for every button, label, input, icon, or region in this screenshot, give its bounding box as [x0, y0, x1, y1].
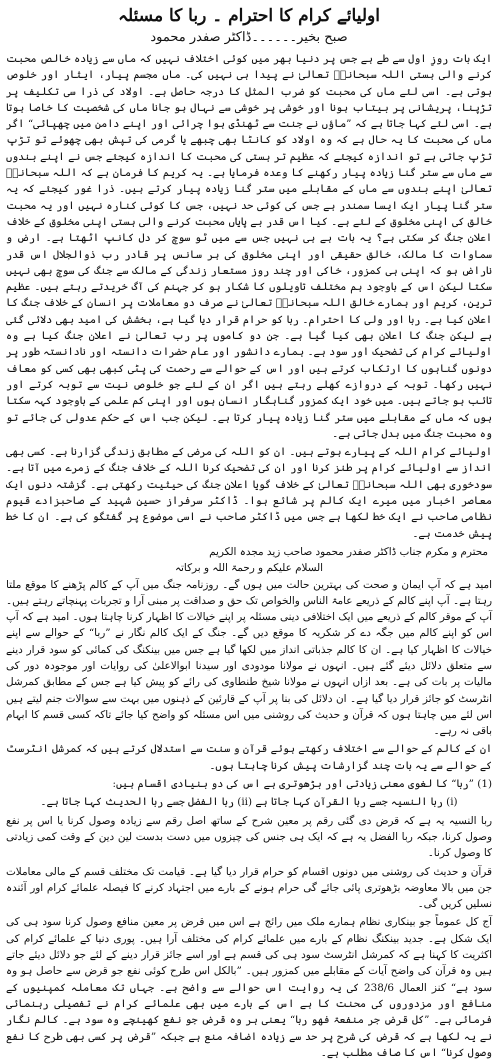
letter-greeting: السلام علیکم و رحمۃ اللہ و برکاتہ [174, 562, 324, 575]
paragraph-intro: ایک بات روزِ اول سے طے ہے جس پر دنیا بھر میں کوئی اختلاف نہیں کہ ماں سے زیادہ خالص محبت کرنے والی ہستی اللہ سبحانہٗ تعالیٰ نے پیدا ہی نہیں کی۔ ماں مجسم پیار، ایثار اور خلوص ہوتی ہے۔ اسی لئے ماں کی محبت کو ضرب المثل کا درجہ حاصل ہے۔ اولاد کی ذرا سی تکلیف پر تڑپنا، پریشانی پر بیتاب ہونا اور خوشی پر خوشی سے نہال ہو جانا ماں کی شخصیت کا خاصا ہوتا ہے۔ اسی لئے کہا جاتا ہے کہ ”ماؤں نے جنت سے ٹھنڈی ہوا چرائی اور اپنے دامن میں چھپائی“ اگر ماں کی محبت کا یہ حال ہے کہ وہ اولاد کو کانٹا بھی چبھے یا گرمی کی تپش بھی چھوئے تو تڑپ تڑپ جاتی ہے تو اندازہ کیجئے کہ عظیم تر ہستی کی محبت کا اندازہ کیجئے جس نے اپنے بندوں سے ماں سے ستر گنا زیادہ پیار رکھنے کا وعدہ فرمایا ہے۔ یہ کریم کا فرمان ہے کہ اللہ سبحانہٗ تعالیٰ اپنے بندوں سے ماں کے مقابلے میں ستر گنا زیادہ پیار کرتے ہیں۔ ذرا غور کیجئے کہ یہ ستر گنا پیار ایک ایسا سمندر ہے جس کی کوئی حد نہیں، جس کا کوئی کنارہ نہیں اور یہ محبت خالق کی اپنی مخلوق کے لئے ہے۔ کیا اس قدر بے پایاں محبت کرنے والی ہستی اپنی مخلوق کے خلاف اعلان جنگ کر سکتی ہے؟ یہ بات ہے ہی نہیں جس سے میں ٹو سوچ کر دل کانپ اٹھتا ہے۔ ارض و سماوات کا مالک، خالق حقیقی اور اپنی مخلوق کی ہر سانس پر قادر رب ذوالجلال اس قدر ناراض ہو کہ اپنی ہی کمزور، خاکی اور چند روز مستعار زندگی کے مالک سے جنگ کی سوچ بھی نہیں سکتا لیکن اس کے باوجود ہم مختلف تاویلوں کا شکار ہو کر جہنم کی آگ خریدتے رہتے ہیں۔ عظیم ترین، کریم اور ہمارے خالق اللہ سبحانہٗ تعالیٰ نے صرف دو معاملات پر انسان کے خلاف جنگ کا اعلان کیا ہے۔ ربا اور ولی کا احترام۔ ربا کو حرام قرار دیا گیا ہے، بخشش کی امید بھی دلائی گئی ہے لیکن جنگ کا اعلان بھی کیا گیا ہے۔ جن دو کاموں پر رب تعالیٰ نے اعلان جنگ کیا ہے وہ اولیائے کرام کی تضحیک اور سود ہے۔ ہمارے دانشور اور عام حضرات دانستہ اور نادانستہ طور پر دونوں گناہوں کا ارتکاب کرتے ہیں اور اس کے حوالے سے رحمت کی پٹی کبھی بھی کسی کو معاف نہیں رکھا۔ توبہ کے دروازے کھلے رہتے ہیں اگر ان کے لئے جو خلوص نیت سے توبہ کرتے اور تائب ہو جاتے ہیں۔ میں خود ایک کمزور گناہگار انسان ہوں اور اپنی کم علمی کے باوجود کہہ سکتا ہوں کہ ماں کے مقابلے میں ستر گنا زیادہ پیار کرتا ہے۔ لیکن جب اس کے حکم عدولی کی جائے تو وہ محبت جنگ میں بدل جاتی ہے۔ [6, 53, 492, 440]
paragraph-points-intro: ان کے کالم کے حوالے سے اختلاف رکھتے ہوئے قرآن و سنت سے استدلال کرتے ہیں کہ کمرشل انٹرسٹ کے حوالے سے یہ بات چند گزارشات پیش کرنا چاہتا ہوں۔ [6, 743, 492, 772]
article-title: اولیائے کرام کا احترام ۔ ربا کا مسئلہ [118, 6, 380, 26]
paragraph-banking: آج کل عموماً جو بینکاری نظام ہمارے ملک میں رائج ہے اس میں قرض پر معین منافع وصول کرنا سود ہی کی ایک شکل ہے۔ جدید بینکنگ نظام کے بارے میں علمائے کرام کی مختلف آرا ہیں۔ پوری دنیا کے علمائے کرام کی اکثریت کا کہنا ہے کہ کمرشل انٹرسٹ سود ہی کی قسم ہے اور اسے جائز قرار دینے کے لئے جو دلائل دیئے جاتے ہیں وہ قرآن کی واضح آیات کے مقابلے میں کمزور ہیں۔ ”بالکل اس طرح کوئی نفع جو قرض سے حاصل ہو وہ سود ہے“ کنز العمال 238/6 کی یہ روایت اس حوالے سے واضح ہے۔ جہاں تک معاملہ کمپنیوں کے منافع اور مزدوروں کی محنت کا ہے اس کے بارے میں بھی علمائے کرام نے تفصیلی رہنمائی فرمائی ہے۔ ”کل قرض جر منفعۃ فھو ربا“ یعنی ہر وہ قرض جو نفع کھینچے وہ سود ہے۔ کالم نگار نے یہ لکھا ہے کہ قرض کی شرح پر حد سے زیادہ اضافہ منع ہے جبکہ ”قرض پر کسی بھی طرح کا نفع وصول کرنا“ اس کا صاف مطلب ہے۔ [6, 916, 492, 1059]
paragraph-point-one: (1) ”ربا“ کا لغوی معنی زیادتی اور بڑھوتری ہے اس کی دو بنیادی اقسام ہیں: [112, 778, 492, 791]
letter-salutation: محترم و مکرم جناب ڈاکٹر صفدر محمود صاحب زید مجدہ الکریم [209, 545, 488, 558]
paragraph-awliya: اولیائے کرام اللہ کے پیارے ہوتے ہیں۔ ان کو اللہ کی مرضی کے مطابق زندگی گزارنا ہے۔ کسی بھی انداز سے اولیائے کرام پر طنز کرنا اور ان کی تضحیک کرنا اللہ کے خلاف جنگ کے زمرے میں آتا ہے۔ سودخوری بھی اللہ سبحانہٗ تعالیٰ کے خلاف گویا اعلان جنگ کی حیثیت رکھتی ہے۔ گزشتہ دنوں ایک معاصر اخبار میں میرے ایک کالم پر شائع ہوا۔ ڈاکٹر سرفراز حسین شہید کے صاحبزادے قیوم نظامی صاحب نے ایک خط لکھا ہے جس میں ڈاکٹر صاحب نے اسی موضوع پر گفتگو کی ہے۔ ان کا خط پیش خدمت ہے۔ [6, 446, 492, 540]
paragraph-letter-body: امید ہے کہ آپ ایمان و صحت کی بہترین حالت میں ہوں گے۔ روزنامہ جنگ میں آپ کے کالم پڑھنے کا موقع ملتا رہتا ہے۔ آپ اپنے کالم کے ذریعے عامۃ الناس والخواص تک حق و صداقت پر مبنی آرا و تجربات پہنچاتے رہتے ہیں۔ آپ کے موقر کالم کے ذریعے میں ایک اختلافی دینی مسئلہ پر اپنے خیالات کا اظہار کرنا چاہتا ہوں۔ امید ہے کہ آپ اس کو اپنے کالم میں جگہ دے کر شکریہ کا موقع دیں گے۔ جنگ کے ایک کالم نگار نے ”ربا“ کے حوالے سے اپنے خیالات کا اظہار کیا ہے۔ ان کا کالم جذباتی انداز میں لکھا گیا ہے جس میں بینکنگ کی کمائی کو سود قرار دینے سے متعلق دلائل دیئے گئے ہیں۔ انہوں نے مولانا مودودی اور سیدنا ابوالاعلیٰ کی روایات اور موجودہ دور کی مالیات پر بات کی ہے۔ بعد ازاں انہوں نے مولانا شیخ طنطاوی کی رائے کو پیش کیا ہے جس کے مطابق کمرشل انٹرسٹ کو جائز قرار دیا گیا ہے۔ ان دلائل کی بنا پر آپ کے قارئین کے ذہنوں میں بہت سے سوالات جنم لیتے ہیں اس لئے میں چاہتا ہوں کہ قرآن و حدیث کی روشنی میں اس مسئلہ کو واضح کیا جائے تاکہ کسی قسم کا ابہام باقی نہ رہے۔ [6, 578, 492, 738]
article-byline: صبح بخیر۔۔۔۔۔۔ڈاکٹر صفدر محمود [150, 30, 348, 45]
paragraph-quran-hadith: قرآن و حدیث کی روشنی میں دونوں اقسام کو حرام قرار دیا گیا ہے۔ قیامت تک مختلف قسم کے مالی معاملات جن میں بالا معاوضہ بڑھوتری پائی جائے گی حرام ہونے کے بارے میں اجتہاد کرنے کا فیصلہ علمائے کرام اور آئندہ نسلیں کریں گی۔ [6, 865, 492, 911]
paragraph-riba-definition: ربا النسیہ یہ ہے کہ قرض دی گئی رقم پر معین شرح کے ساتھ اصل رقم سے زیادہ وصول کرنا یا اس پر نفع وصول کرنا، جبکہ ربا الفضل یہ ہے کہ ایک ہی جنس کی چیزوں میں دست بدست لین دین کے وقت کمی زیادتی کا وصول کرنا۔ [6, 814, 492, 860]
paragraph-riba-types: (i) ربا النسیہ جسے ربا القرآن کہا جاتا ہے (ii) ربا الفضل جسے ربا الحدیث کہا جاتا ہے۔ [40, 796, 458, 809]
